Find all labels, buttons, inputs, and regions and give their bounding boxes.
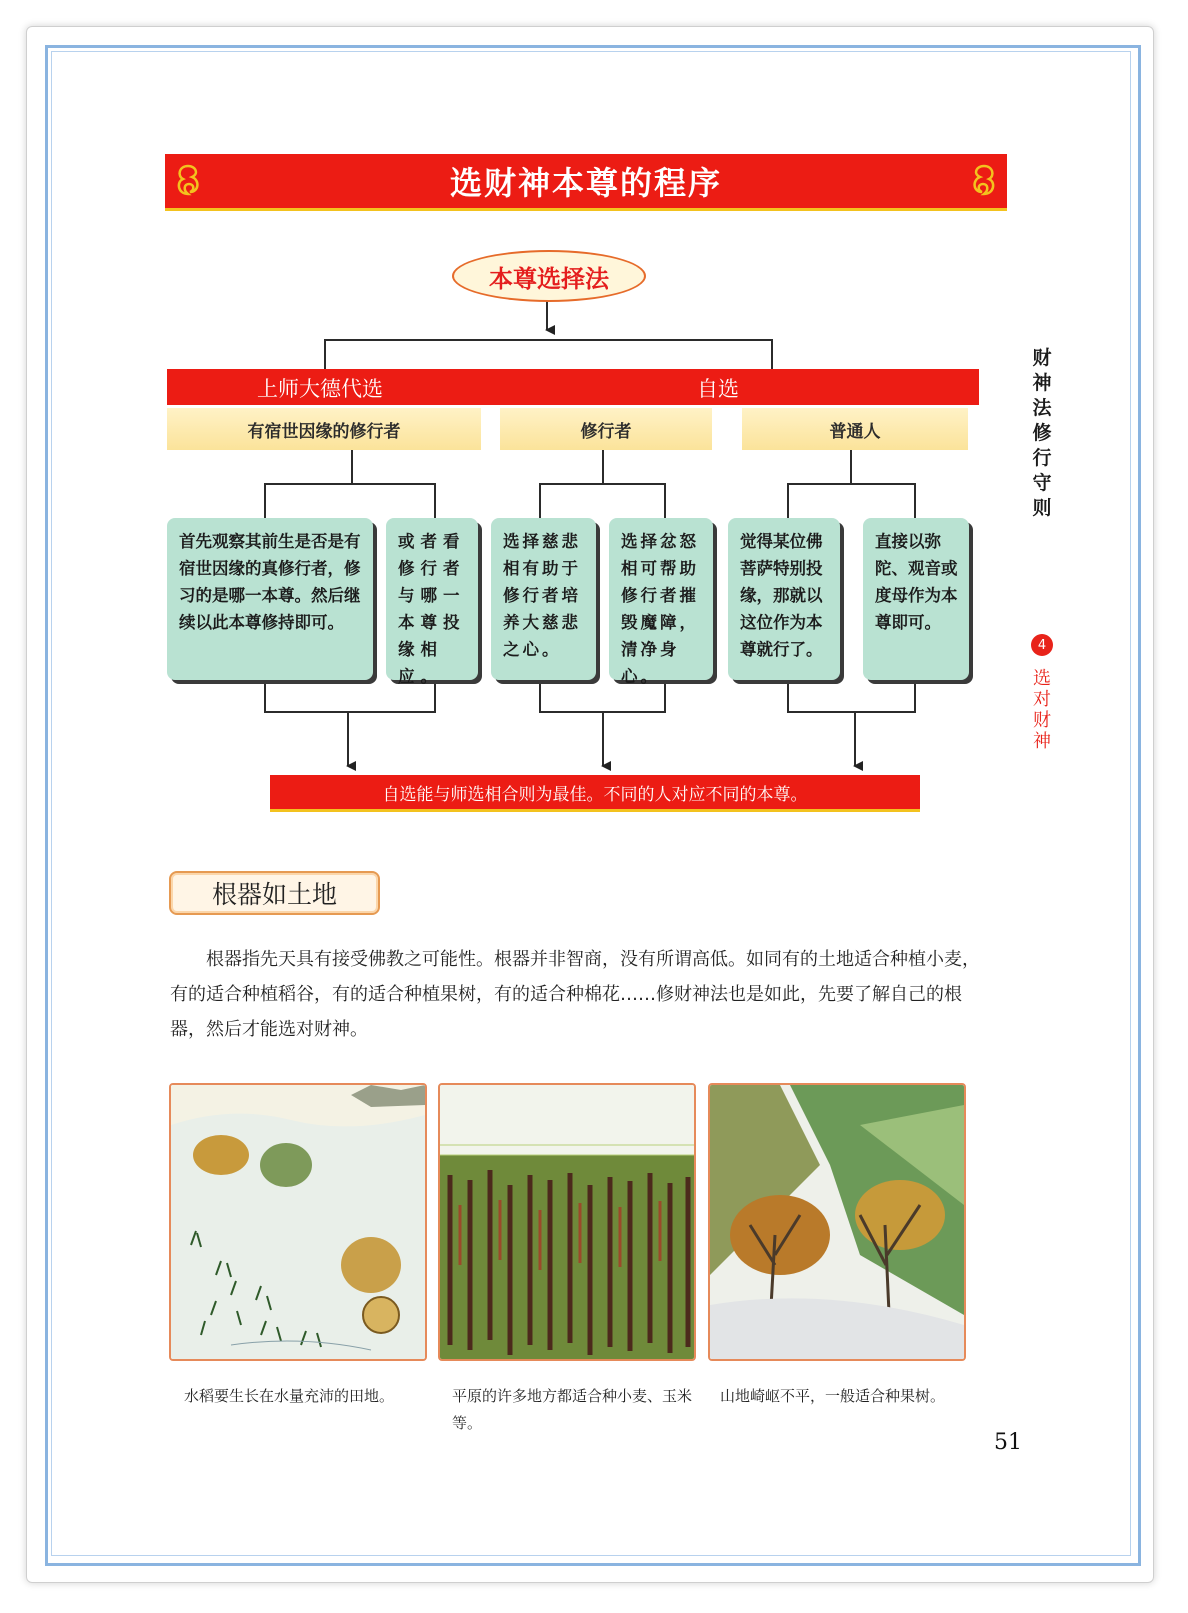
method-card: 选择慈悲相有助于修行者培养大慈悲之心。 <box>491 518 596 680</box>
section-heading <box>169 871 380 915</box>
page-title: 选财神本尊的程序 <box>449 164 722 202</box>
running-head: 财神法修行守则 <box>1032 347 1052 519</box>
chapter-number-badge: 4 <box>1031 634 1053 656</box>
illustration-rice-field <box>169 1083 427 1361</box>
illustration-wheat-field <box>438 1083 696 1361</box>
branch-label-master: 上师大德代选 <box>257 377 383 401</box>
category-box: 有宿世因缘的修行者 <box>167 408 481 450</box>
figure-caption: 平原的许多地方都适合种小麦、玉米等。 <box>452 1387 693 1432</box>
root-node-label: 本尊选择法 <box>489 264 609 293</box>
chapter-title: 选对财神 <box>1033 668 1051 752</box>
root-node <box>452 250 646 302</box>
body-paragraph: 根器指先天具有接受佛教之可能性。根器并非智商，没有所谓高低。如同有的土地适合种植小麦，有的适合种植稻谷，有的适合种植果树，有的适合种棉花……修财神法也是如此，先要了解自己的根器，然后才能选对财神。 <box>170 949 980 1040</box>
method-card: 觉得某位佛菩萨特别投缘，那就以这位作为本尊就行了。 <box>728 518 840 680</box>
conclusion-banner <box>270 775 920 812</box>
conclusion-text: 自选能与师选相合则为最佳。不同的人对应不同的本尊。 <box>382 784 808 805</box>
method-card: 或者看修行者与哪一本尊投缘相应。 <box>386 518 478 680</box>
illustration-mountain-orchard <box>708 1083 966 1361</box>
method-card: 直接以弥陀、观音或度母作为本尊即可。 <box>863 518 969 680</box>
figure-caption: 水稻要生长在水量充沛的田地。 <box>184 1387 395 1405</box>
method-card: 选择忿怒相可帮助修行者摧毁魔障，清净身心。 <box>609 518 713 680</box>
branch-label-self: 自选 <box>697 377 739 401</box>
method-card: 首先观察其前生是否是有宿世因缘的真修行者，修习的是哪一本尊。然后继续以此本尊修持即可。 <box>167 518 373 680</box>
branch-band <box>167 369 979 405</box>
page-number: 51 <box>994 1430 1022 1455</box>
figure-caption: 山地崎岖不平，一般适合种果树。 <box>720 1387 946 1405</box>
category-box: 普通人 <box>742 408 968 450</box>
category-box: 修行者 <box>500 408 712 450</box>
section-heading-text: 根器如土地 <box>211 880 337 909</box>
